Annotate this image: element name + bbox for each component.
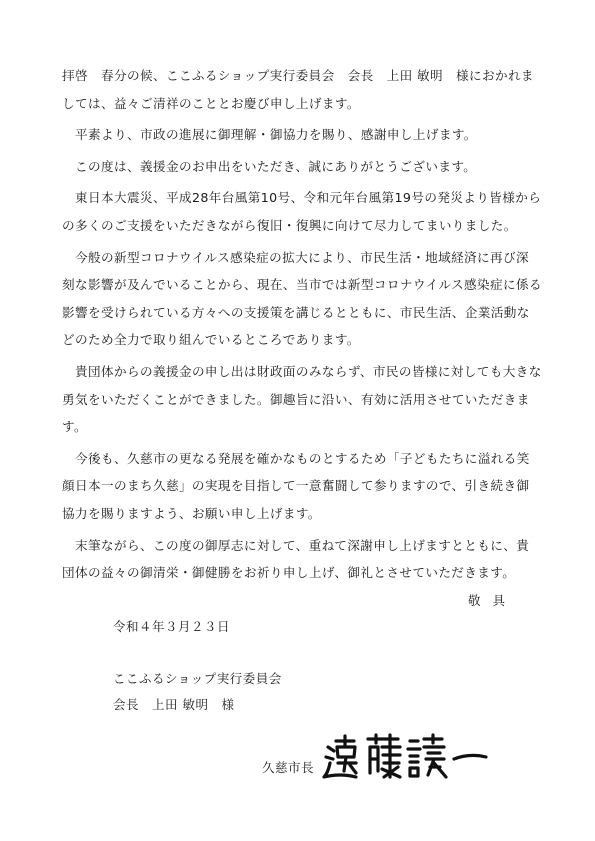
letter-paragraph: 貴団体からの義援金の申し出は財政面のみならず、市民の皆様に対しても大きな勇気をいただくことができました。御趣旨に沿い、有効に活用させていただきます。 — [62, 363, 542, 435]
closing-phrase: 敬具 — [468, 593, 518, 608]
handwritten-signature — [320, 733, 490, 781]
letter-paragraph: この度は、義援金のお申出をいただき、誠にありがとうございます。 — [75, 158, 477, 174]
letter-paragraph: 今後も、久慈市の更なる発展を確かなものとするため「子どもたちに溢れる笑顔日本一のまち久慈」の実現を目指して一意奮闘して参りますので、引き続き御協力を賜りますよう、お願い申し上げます。 — [62, 450, 530, 521]
recipient-person: 会長 上田 敏明 様 — [113, 697, 235, 712]
recipient-organization: ここふるショップ実行委員会 — [113, 671, 282, 686]
letter-paragraph-greeting: 拝啓 春分の候、ここふるショップ実行委員会 会長 上田 敏明 様におかれましては、益々ご清祥のこととお慶び申し上げます。 — [62, 68, 534, 111]
recipient-block — [113, 666, 282, 718]
letter-paragraph: 末筆ながら、この度の御厚志に対して、重ねて深謝申し上げますとともに、貴団体の益々の御清栄・御健勝をお祈り申し上げ、御礼とさせていただきます。 — [62, 537, 530, 581]
letter-paragraph: 平素より、市政の進展に御理解・御協力を賜り、感謝申し上げます。 — [75, 127, 477, 143]
letter-body — [62, 62, 542, 591]
letter-date: 令和４年３月２３日 — [113, 619, 231, 634]
letter-paragraph: 今般の新型コロナウイルス感染症の拡大により、市民生活・地域経済に再び深刻な影響が及んでいることから、現在、当市では新型コロナウイルス感染症に係る影響を受けられている方々への支援策を講じるとともに、市民生活、企業活動などのため全力で取り組んでいるところであります。 — [62, 249, 543, 348]
sender-title: 久慈市長 — [262, 760, 315, 775]
letter-paragraph: 東日本大震災、平成28年台風第10号、令和元年台風第19号の発災より皆様からの多くのご支援をいただきながら復旧・復興に向けて尽力してまいりました。 — [62, 190, 542, 233]
